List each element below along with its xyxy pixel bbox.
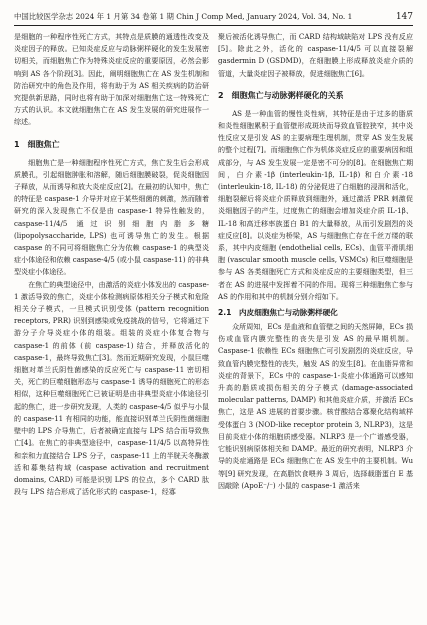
endothelial-paragraph: 众所周知，ECs 是血液和血管壁之间的天然屏障，ECs 损伤或血管内膜完整性的丧失是引发 AS 的最早期机制。Caspase-1 依赖性 ECs 细胞焦亡可引发剧烈的炎症反应，导致血管内膜完整性的丧失，触发 AS 的发生[8]。在血脂异常和炎症的背景下，ECs 中的 caspase-1-炎症小体通路可以感知升高的脂质或损伤相关的分子模式 (damage-associated molecular patterns, DAMP) 和其他炎症介质，并激活 ECs 焦亡，这是 AS 进展的首要步骤。核苷酸结合寡聚化结构域样受体蛋白 3 (NOD-like receptor protein 3, NLRP3)，这是目前炎症小体的细胞质感受器。NLRP3 是一个广谱感受器，它能识别病原体相关和 DAMP。最近的研究表明，NLRP3 介导的炎症通路是 ECs 细胞焦亡在 AS 发生中的主要机制。Wu 等[9] 研究发现，在高脂饮食喂养 3 周后，选择载脂蛋白 E 基因敲除 (ApoE⁻/⁻) 小鼠的 caspase-1 激活来: [218, 322, 413, 490]
page-number: 147: [395, 12, 413, 22]
pyroptosis-pathways-paragraph: 在焦亡的典型途径中，由激活的炎症小体发出的 caspase-1 激活导致的焦亡，炎症小体检测病原体相关分子模式和危险相关分子模式，一旦模式识别受体 (pattern recognition receptors, PRR) 识别到感染或免疫挑战的信号，它将通过下游分子介导炎症小体的组装。组装的炎症小体复合物与 caspase-1 的前体 (前 caspase-1) 结合，并释放活化的 caspase-1，最终导致焦亡[3]。然而近期研究发现，小鼠巨噬细胞对革兰氏阴性菌感染的反应死亡与 caspase-11 密切相关，死亡的巨噬细胞形态与 caspase-1 诱导的细胞死亡的形态相似，这种巨噬细胞死亡已被证明是由非典型炎症小体途径引起的焦亡，进一步研究发现，人类的 caspase-4/5 似乎与小鼠的 caspase-11 有相同的功能，能直接识别革兰氏阴性菌细胞壁中的 LPS 介导焦亡，后者被确定直接与 LPS 结合而导致焦亡[4]。在焦亡的非典型途径中，caspase-11/4/5 以高特异性和亲和力直接结合 LPS 分子，caspase-11 上的半胱天冬酶激活和募集结构域 (caspase activation and recruitment domains, CARD) 可能是识别 LPS 的位点，多个 CARD 肽段与 LPS 结合形成了活化形式的 caspase-1，经寡: [14, 279, 209, 497]
running-header: [14, 10, 413, 24]
section-heading-pyroptosis-atherosclerosis: 2 细胞焦亡与动脉粥样硬化的关系: [218, 90, 344, 100]
section-heading-pyroptosis: 1 细胞焦亡: [14, 139, 60, 149]
subsection-heading-endothelial: 2.1 内皮细胞焦亡与动脉粥样硬化: [218, 308, 338, 318]
journal-citation: 中国比较医学杂志 2024 年 1 月第 34 卷第 1 期 Chin J Comp Med, January 2024, Vol. 34, No. 1: [14, 12, 353, 21]
intro-paragraph-continued: 是细胞的一种程序性死亡方式，其特点是质膜的通透性改变及炎症因子的释放。已知炎症反应与动脉粥样硬化的发生发展密切相关，而细胞焦亡作为特殊炎症反应的重要原因，必然会影响到 AS 各个阶段[3]。因此，阐明细胞焦亡在 AS 发生机制和防治研究中的角色及作用，将有助于为 AS 相关疾病的防治研究提供新思路，同时也将有助于加深对细胞焦亡这一特殊死亡方式的认识。本文就细胞焦亡在 AS 发生发展的研究进展作一综述。: [14, 32, 209, 127]
header-rule: [14, 25, 413, 26]
pyroptosis-definition-paragraph: 细胞焦亡是一种细胞程序性死亡方式，焦亡发生后会形成质膜孔，引起细胞肿胀和溶解，随后细胞膜破裂，促炎细胞因子释放，从而诱导和放大炎症反应[2]。在最初的认知中，焦亡的特征是 caspase-1 介导并对应于某些细菌的刺激，然而随着研究的深入发现焦亡不仅是由 caspase-1 特异性触发的，caspase-11/4/5 通过识别细胞内脂多糖 (lipopolysaccharide, LPS) 也可诱导焦亡的发生。根据 caspase 的不同可将细胞焦亡分为依赖 caspase-1 的典型炎症小体途径和依赖 caspase-4/5 (或小鼠 caspase-11) 的非典型炎症小体途径。: [14, 157, 209, 277]
pathway-paragraph-continued: 聚后被活化诱导焦亡，而 CARD 结构域缺陷对 LPS 没有反应[5]。除此之外，活化的 caspase-11/4/5 可以直接裂解 gasdermin D (GSDMD)，在细胞膜上形成释放炎症介质的管道，大量炎症因子被释放，促进细胞焦亡[6]。: [218, 32, 413, 78]
right-column: [218, 31, 413, 623]
as-inflammation-paragraph: AS 是一种血管的慢性炎性病，其特征是由于过多的脂质和炎性细胞累积于血管壁形成斑块而导致血管腔狭窄，其中炎性反应又是引发 AS 的主要病理生理机制，贯穿 AS 发生发展的整个过程[7]。而细胞焦亡作为机体炎症反应的重要病因和组成部分，与 AS 发生发展一定是密不可分的[8]。在细胞焦亡期间，白介素-1β (interleukin-1β, IL-1β) 和白介素-18 (interleukin-18, IL-18) 的分泌促进了白细胞的浸润和活化，细胞裂解后将炎症介质释放到细胞外，通过激活 PRR 刺激促炎细胞因子的产生，过度焦亡的细胞会增加炎症介质 IL-1β、IL-18 和高迁移率族蛋白 B1 的大量释放，从而引发剧烈的炎症反应[8]。以炎症为桥梁，AS 与细胞焦亡存在千丝万缕的联系，其中内皮细胞 (endothelial cells, ECs)、血管平滑肌细胞 (vascular smooth muscle cells, VSMCs) 和巨噬细胞是参与 AS 各类细胞死亡方式和炎症反应的主要细胞类型，但三者在 AS 的进展中发挥着不同的作用。现将三种细胞焦亡参与 AS 的作用和其中的机制分别介绍如下。: [218, 108, 413, 301]
left-column: [14, 31, 209, 623]
